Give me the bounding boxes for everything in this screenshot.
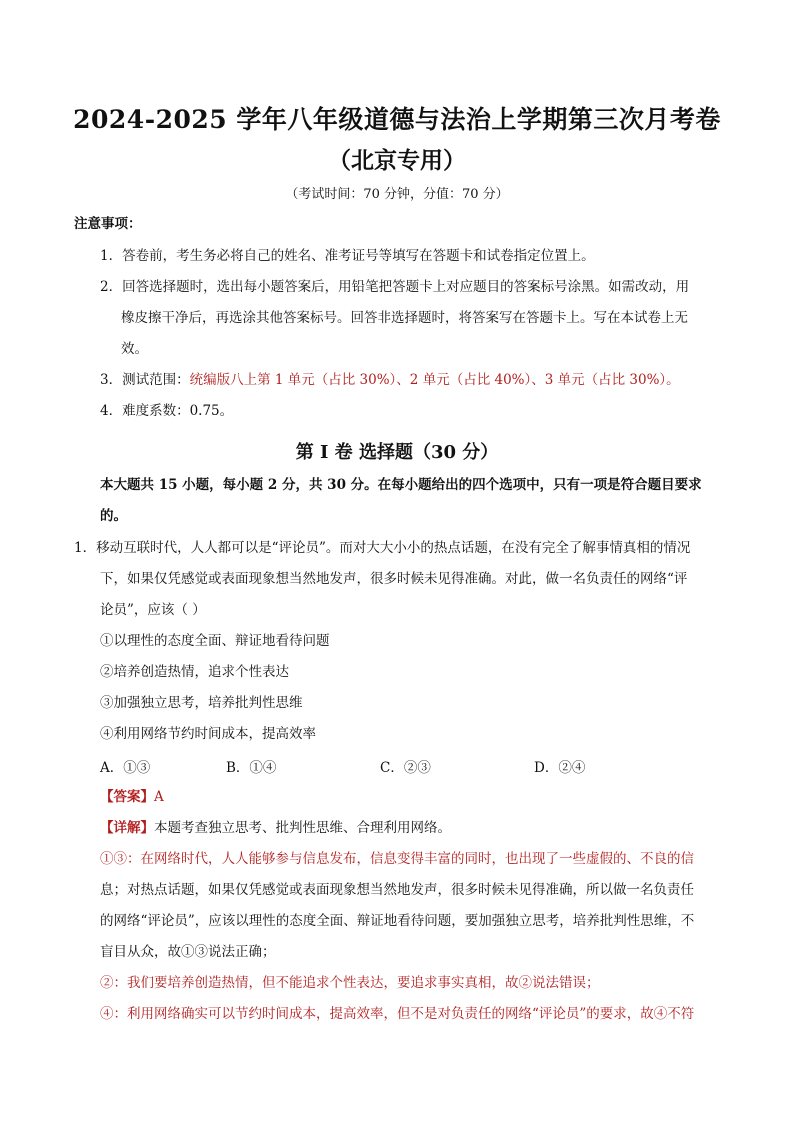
notice-label: 注意事项： <box>74 216 142 232</box>
explanation-line: ①③：在网络时代，人人能够参与信息发布，信息变得丰富的同时，也出现了一些虚假的、不良的信 <box>100 851 694 867</box>
notice-item-2-line-2: 橡皮擦干净后，再选涂其他答案标号。回答非选择题时，将答案写在答题卡上。写在本试卷上无 <box>121 310 688 326</box>
explanation-line: ②：我们要培养创造热情，但不能追求个性表达，要追求事实真相，故②说法错误； <box>100 975 600 991</box>
exam-info: （考试时间：70 分钟，分值：70 分） <box>285 187 509 202</box>
detail-tag: 【详解】 <box>100 820 154 836</box>
question-1-stem-line-1: 1．移动互联时代，人人都可以是“评论员”。而对大大小小的热点话题，在没有完全了解事情真相的情况 <box>74 540 691 556</box>
question-1-stem-line-3: 论员”，应该（ ） <box>100 602 206 618</box>
question-1-statement: ④利用网络节约时间成本，提高效率 <box>100 726 316 742</box>
question-1-stem-line-2: 下，如果仅凭感觉或表面现象想当然地发声，很多时候未见得准确。对此，做一名负责任的网络“评 <box>100 571 688 587</box>
explanation-line: ④：利用网络确实可以节约时间成本，提高效率，但不是对负责任的网络“评论员”的要求，故④不符 <box>100 1006 695 1022</box>
answer-value: A <box>154 789 164 805</box>
question-1-option-c: C．②③ <box>380 760 431 776</box>
question-1-detail <box>100 818 451 838</box>
answer-tag: 【答案】 <box>100 789 154 805</box>
notice-item-2-line-3: 效。 <box>121 341 148 357</box>
notice-item-3 <box>100 370 680 390</box>
detail-intro: 本题考查独立思考、批判性思维、合理利用网络。 <box>154 820 451 836</box>
question-1-statement: ②培养创造热情，追求个性表达 <box>100 664 289 680</box>
exam-subtitle: （北京专用） <box>328 147 466 174</box>
notice-item-3-prefix: 3．测试范围： <box>100 372 190 388</box>
question-1-answer <box>100 787 164 807</box>
question-1-option-b: B．①④ <box>226 760 277 776</box>
section-title: 第 I 卷 选择题（30 分） <box>295 442 499 463</box>
explanation-line: 息；对热点话题，如果仅凭感觉或表面现象想当然地发声，很多时候未见得准确，所以做一名负责任 <box>100 882 694 898</box>
exam-title: 2024-2025 学年八年级道德与法治上学期第三次月考卷 <box>73 105 721 134</box>
section-instruction-line-2: 的。 <box>100 508 127 524</box>
question-1-option-a: A．①③ <box>100 760 151 776</box>
question-1-statement: ①以理性的态度全面、辩证地看待问题 <box>100 633 330 649</box>
notice-item-4: 4．难度系数：0.75。 <box>100 403 234 419</box>
question-1-option-d: D．②④ <box>534 760 586 776</box>
explanation-line: 的网络“评论员”，应该以理性的态度全面、辩证地看待问题，要加强独立思考，培养批判性思维，不 <box>100 913 695 929</box>
notice-item-1: 1．答卷前，考生务必将自己的姓名、准考证号等填写在答题卡和试卷指定位置上。 <box>100 248 595 264</box>
notice-item-2-line-1: 2．回答选择题时，选出每小题答案后，用铅笔把答题卡上对应题目的答案标号涂黑。如需改动，用 <box>100 279 690 295</box>
explanation-line: 盲目从众，故①③说法正确； <box>100 944 276 960</box>
section-instruction-line-1: 本大题共 15 小题，每小题 2 分，共 30 分。在每小题给出的四个选项中，只有一项是符合题目要求 <box>100 477 702 493</box>
question-1-statement: ③加强独立思考，培养批判性思维 <box>100 695 303 711</box>
notice-item-3-range: 统编版八上第 1 单元（占比 30%）、2 单元（占比 40%）、3 单元（占比 30%）。 <box>189 372 680 388</box>
